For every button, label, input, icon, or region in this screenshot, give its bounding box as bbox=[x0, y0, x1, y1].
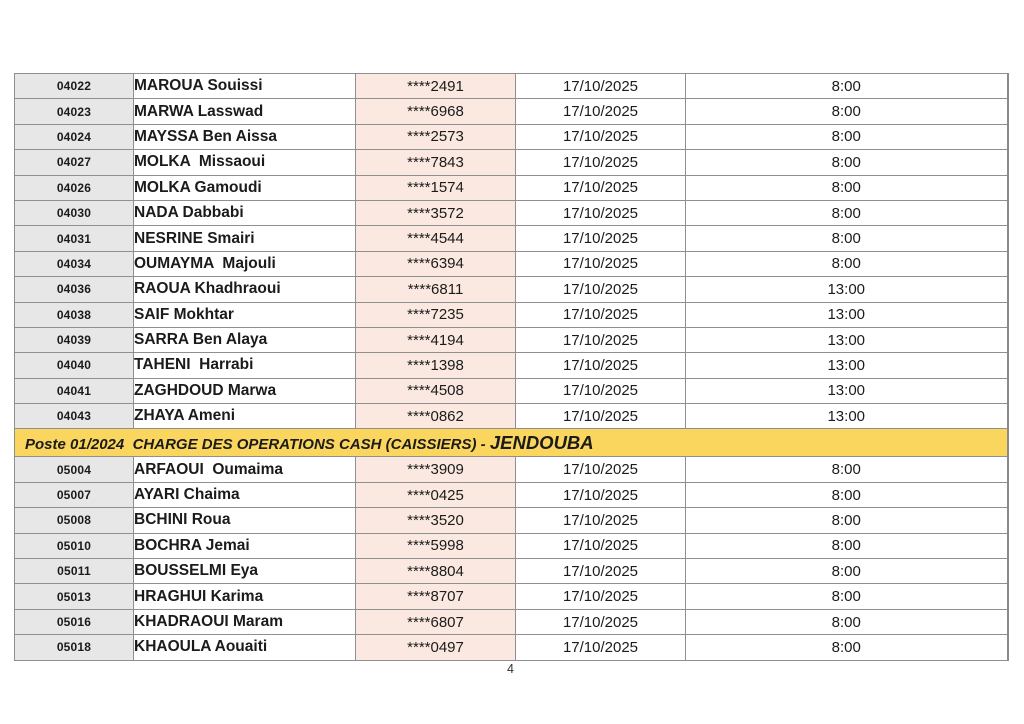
table-row bbox=[15, 327, 1008, 352]
masked-number-cell: ****4544 bbox=[356, 226, 516, 251]
table-row bbox=[15, 251, 1008, 276]
date-cell: 17/10/2025 bbox=[516, 251, 686, 276]
table-row bbox=[15, 378, 1008, 403]
table-row bbox=[15, 533, 1008, 558]
masked-number-cell: ****1574 bbox=[356, 175, 516, 200]
table-row bbox=[15, 353, 1008, 378]
masked-number-cell: ****3909 bbox=[356, 457, 516, 482]
time-cell: 8:00 bbox=[686, 635, 1008, 660]
table-row bbox=[15, 175, 1008, 200]
masked-number-cell: ****1398 bbox=[356, 353, 516, 378]
date-cell: 17/10/2025 bbox=[516, 277, 686, 302]
masked-number-cell: ****6811 bbox=[356, 277, 516, 302]
date-cell: 17/10/2025 bbox=[516, 327, 686, 352]
table-row bbox=[15, 99, 1008, 124]
masked-number-cell: ****0497 bbox=[356, 635, 516, 660]
employee-name-cell: ZAGHDOUD Marwa bbox=[134, 378, 356, 403]
date-cell: 17/10/2025 bbox=[516, 482, 686, 507]
date-cell: 17/10/2025 bbox=[516, 404, 686, 429]
date-cell: 17/10/2025 bbox=[516, 508, 686, 533]
masked-number-cell: ****8804 bbox=[356, 559, 516, 584]
page-number: 4 bbox=[507, 662, 514, 676]
employee-name-cell: AYARI Chaima bbox=[134, 482, 356, 507]
time-cell: 13:00 bbox=[686, 327, 1008, 352]
section-header bbox=[15, 429, 1008, 457]
table-row bbox=[15, 74, 1008, 99]
time-cell: 8:00 bbox=[686, 226, 1008, 251]
employee-id-cell: 04024 bbox=[15, 124, 134, 149]
masked-number-cell: ****6807 bbox=[356, 609, 516, 634]
date-cell: 17/10/2025 bbox=[516, 226, 686, 251]
date-cell: 17/10/2025 bbox=[516, 635, 686, 660]
table-row bbox=[15, 150, 1008, 175]
employee-id-cell: 04022 bbox=[15, 74, 134, 99]
employee-name-cell: MOLKA Missaoui bbox=[134, 150, 356, 175]
time-cell: 8:00 bbox=[686, 74, 1008, 99]
employee-id-cell: 05007 bbox=[15, 482, 134, 507]
date-cell: 17/10/2025 bbox=[516, 457, 686, 482]
employee-name-cell: KHADRAOUI Maram bbox=[134, 609, 356, 634]
table-row bbox=[15, 226, 1008, 251]
table-row bbox=[15, 200, 1008, 225]
employee-name-cell: TAHENI Harrabi bbox=[134, 353, 356, 378]
date-cell: 17/10/2025 bbox=[516, 124, 686, 149]
employee-id-cell: 04036 bbox=[15, 277, 134, 302]
employee-name-cell: ZHAYA Ameni bbox=[134, 404, 356, 429]
employee-id-cell: 05008 bbox=[15, 508, 134, 533]
time-cell: 8:00 bbox=[686, 99, 1008, 124]
table-row bbox=[15, 404, 1008, 429]
time-cell: 8:00 bbox=[686, 533, 1008, 558]
time-cell: 8:00 bbox=[686, 200, 1008, 225]
employee-name-cell: MAYSSA Ben Aissa bbox=[134, 124, 356, 149]
section-header-band bbox=[15, 429, 1008, 457]
employee-id-cell: 04027 bbox=[15, 150, 134, 175]
time-cell: 13:00 bbox=[686, 353, 1008, 378]
time-cell: 8:00 bbox=[686, 559, 1008, 584]
date-cell: 17/10/2025 bbox=[516, 74, 686, 99]
masked-number-cell: ****2573 bbox=[356, 124, 516, 149]
employee-id-cell: 05013 bbox=[15, 584, 134, 609]
employee-name-cell: ARFAOUI Oumaima bbox=[134, 457, 356, 482]
masked-number-cell: ****5998 bbox=[356, 533, 516, 558]
date-cell: 17/10/2025 bbox=[516, 584, 686, 609]
table-row bbox=[15, 508, 1008, 533]
employee-name-cell: SAIF Mokhtar bbox=[134, 302, 356, 327]
masked-number-cell: ****8707 bbox=[356, 584, 516, 609]
date-cell: 17/10/2025 bbox=[516, 302, 686, 327]
table-row bbox=[15, 609, 1008, 634]
employee-name-cell: OUMAYMA Majouli bbox=[134, 251, 356, 276]
time-cell: 8:00 bbox=[686, 508, 1008, 533]
employee-name-cell: NADA Dabbabi bbox=[134, 200, 356, 225]
time-cell: 8:00 bbox=[686, 251, 1008, 276]
employee-name-cell: MOLKA Gamoudi bbox=[134, 175, 356, 200]
time-cell: 13:00 bbox=[686, 378, 1008, 403]
date-cell: 17/10/2025 bbox=[516, 609, 686, 634]
employee-id-cell: 05011 bbox=[15, 559, 134, 584]
employee-name-cell: BOUSSELMI Eya bbox=[134, 559, 356, 584]
table-row bbox=[15, 457, 1008, 482]
masked-number-cell: ****0862 bbox=[356, 404, 516, 429]
masked-number-cell: ****3520 bbox=[356, 508, 516, 533]
date-cell: 17/10/2025 bbox=[516, 559, 686, 584]
table-row bbox=[15, 635, 1008, 660]
date-cell: 17/10/2025 bbox=[516, 175, 686, 200]
table-row bbox=[15, 584, 1008, 609]
masked-number-cell: ****7235 bbox=[356, 302, 516, 327]
date-cell: 17/10/2025 bbox=[516, 533, 686, 558]
employee-id-cell: 04034 bbox=[15, 251, 134, 276]
masked-number-cell: ****4508 bbox=[356, 378, 516, 403]
employee-name-cell: BOCHRA Jemai bbox=[134, 533, 356, 558]
employee-name-cell: NESRINE Smairi bbox=[134, 226, 356, 251]
employee-schedule-table bbox=[14, 73, 1009, 661]
table-row bbox=[15, 559, 1008, 584]
date-cell: 17/10/2025 bbox=[516, 353, 686, 378]
table-row bbox=[15, 302, 1008, 327]
time-cell: 8:00 bbox=[686, 609, 1008, 634]
employee-id-cell: 05018 bbox=[15, 635, 134, 660]
employee-id-cell: 05010 bbox=[15, 533, 134, 558]
employee-id-cell: 04041 bbox=[15, 378, 134, 403]
time-cell: 8:00 bbox=[686, 175, 1008, 200]
date-cell: 17/10/2025 bbox=[516, 200, 686, 225]
employee-id-cell: 04030 bbox=[15, 200, 134, 225]
employee-id-cell: 04023 bbox=[15, 99, 134, 124]
employee-name-cell: BCHINI Roua bbox=[134, 508, 356, 533]
time-cell: 8:00 bbox=[686, 482, 1008, 507]
time-cell: 8:00 bbox=[686, 584, 1008, 609]
masked-number-cell: ****4194 bbox=[356, 327, 516, 352]
employee-id-cell: 04026 bbox=[15, 175, 134, 200]
employee-id-cell: 05016 bbox=[15, 609, 134, 634]
date-cell: 17/10/2025 bbox=[516, 378, 686, 403]
time-cell: 8:00 bbox=[686, 124, 1008, 149]
employee-name-cell: MAROUA Souissi bbox=[134, 74, 356, 99]
section-header-location: JENDOUBA bbox=[489, 431, 594, 453]
employee-name-cell: HRAGHUI Karima bbox=[134, 584, 356, 609]
section-04-rows bbox=[15, 74, 1008, 429]
masked-number-cell: ****6394 bbox=[356, 251, 516, 276]
employee-id-cell: 04040 bbox=[15, 353, 134, 378]
section-05-rows bbox=[15, 457, 1008, 660]
table-row bbox=[15, 124, 1008, 149]
section-header-text: Poste 01/2024 CHARGE DES OPERATIONS CASH (CAISSIERS) - bbox=[25, 435, 490, 453]
masked-number-cell: ****3572 bbox=[356, 200, 516, 225]
date-cell: 17/10/2025 bbox=[516, 150, 686, 175]
employee-id-cell: 04039 bbox=[15, 327, 134, 352]
time-cell: 8:00 bbox=[686, 457, 1008, 482]
table-row bbox=[15, 277, 1008, 302]
employee-name-cell: KHAOULA Aouaiti bbox=[134, 635, 356, 660]
employee-name-cell: RAOUA Khadhraoui bbox=[134, 277, 356, 302]
employee-id-cell: 04031 bbox=[15, 226, 134, 251]
time-cell: 13:00 bbox=[686, 302, 1008, 327]
masked-number-cell: ****7843 bbox=[356, 150, 516, 175]
section-header-cell bbox=[15, 429, 1008, 457]
table-row bbox=[15, 482, 1008, 507]
masked-number-cell: ****2491 bbox=[356, 74, 516, 99]
employee-id-cell: 05004 bbox=[15, 457, 134, 482]
time-cell: 13:00 bbox=[686, 404, 1008, 429]
employee-id-cell: 04038 bbox=[15, 302, 134, 327]
employee-id-cell: 04043 bbox=[15, 404, 134, 429]
date-cell: 17/10/2025 bbox=[516, 99, 686, 124]
employee-name-cell: MARWA Lasswad bbox=[134, 99, 356, 124]
time-cell: 13:00 bbox=[686, 277, 1008, 302]
masked-number-cell: ****0425 bbox=[356, 482, 516, 507]
time-cell: 8:00 bbox=[686, 150, 1008, 175]
employee-name-cell: SARRA Ben Alaya bbox=[134, 327, 356, 352]
masked-number-cell: ****6968 bbox=[356, 99, 516, 124]
